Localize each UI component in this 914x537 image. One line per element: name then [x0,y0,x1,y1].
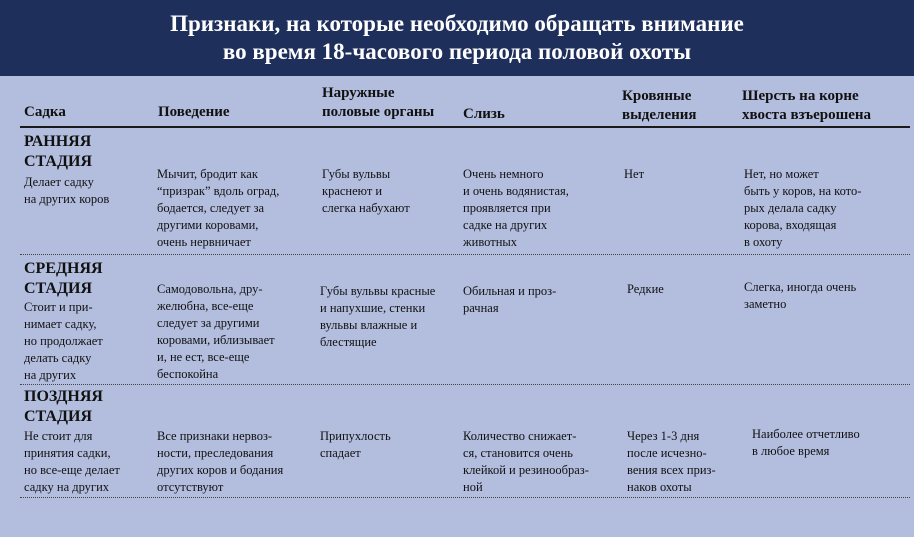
late-sadka: Не стоит для принятия садки, но все-еще делает садку на других [24,429,120,494]
early-blood: Нет [624,167,645,181]
title-banner [0,0,914,76]
title-line-1: Признаки, на которые необходимо обращать внимание [170,11,744,36]
early-organs: Губы вульвы краснеют и слегка набухают [322,167,410,215]
header-hair: Шерсть на корне хвоста взъерошена [742,88,872,123]
stage-late-title: ПОЗДНЯЯ СТАДИЯ [24,388,103,425]
header-blood: Кровяные выделения [622,88,697,123]
stage-early-title: РАННЯЯ СТАДИЯ [24,133,92,170]
early-hair: Нет, но может быть у коров, на кото- рых делала садку корова, входящая в охоту [744,167,862,249]
late-hair: Наиболее отчетливо в любое время [752,427,860,458]
header-sadka: Садка [24,104,66,120]
middle-hair: Слегка, иногда очень заметно [744,280,857,311]
early-behavior: Мычит, бродит как “призрак” вдоль оград, бодается, следует за другими коровами, очень нервничает [157,167,280,249]
late-behavior: Все признаки нервоз- ности, преследования других коров и бодания отсутствуют [157,429,284,494]
header-mucus: Слизь [463,106,505,122]
late-blood: Через 1-3 дня после исчезно- вения всех приз- наков охоты [627,429,716,494]
row-divider-1 [20,254,910,255]
title-line-2: во время 18-часового периода половой охоты [222,39,692,64]
late-mucus: Количество снижает- ся, становится очень клейкой и резинообраз- ной [463,429,589,494]
header-rule [20,126,910,128]
stage-middle-title: СРЕДНЯЯ СТАДИЯ [24,260,103,297]
early-mucus: Очень немного и очень водянистая, проявляется при садке на других животных [463,167,569,249]
middle-organs: Губы вульвы красные и напухшие, стенки вульвы влажные и блестящие [320,284,436,349]
header-behavior: Поведение [158,104,230,120]
middle-blood: Редкие [627,282,664,296]
late-organs: Припухлость спадает [320,429,391,460]
early-sadka: Делает садку на других коров [24,175,110,206]
row-divider-3 [20,497,910,498]
row-divider-2 [20,384,910,385]
middle-mucus: Обильная и проз- рачная [463,284,557,315]
middle-behavior: Самодовольна, дру- желюбна, все-еще следует за другими коровами, иблизывает и, не ест, все-еще беспокойна [157,282,275,381]
middle-sadka: Стоит и при- нимает садку, но продолжает делать садку на других [24,300,103,382]
header-organs: Наружные половые органы [322,85,435,120]
